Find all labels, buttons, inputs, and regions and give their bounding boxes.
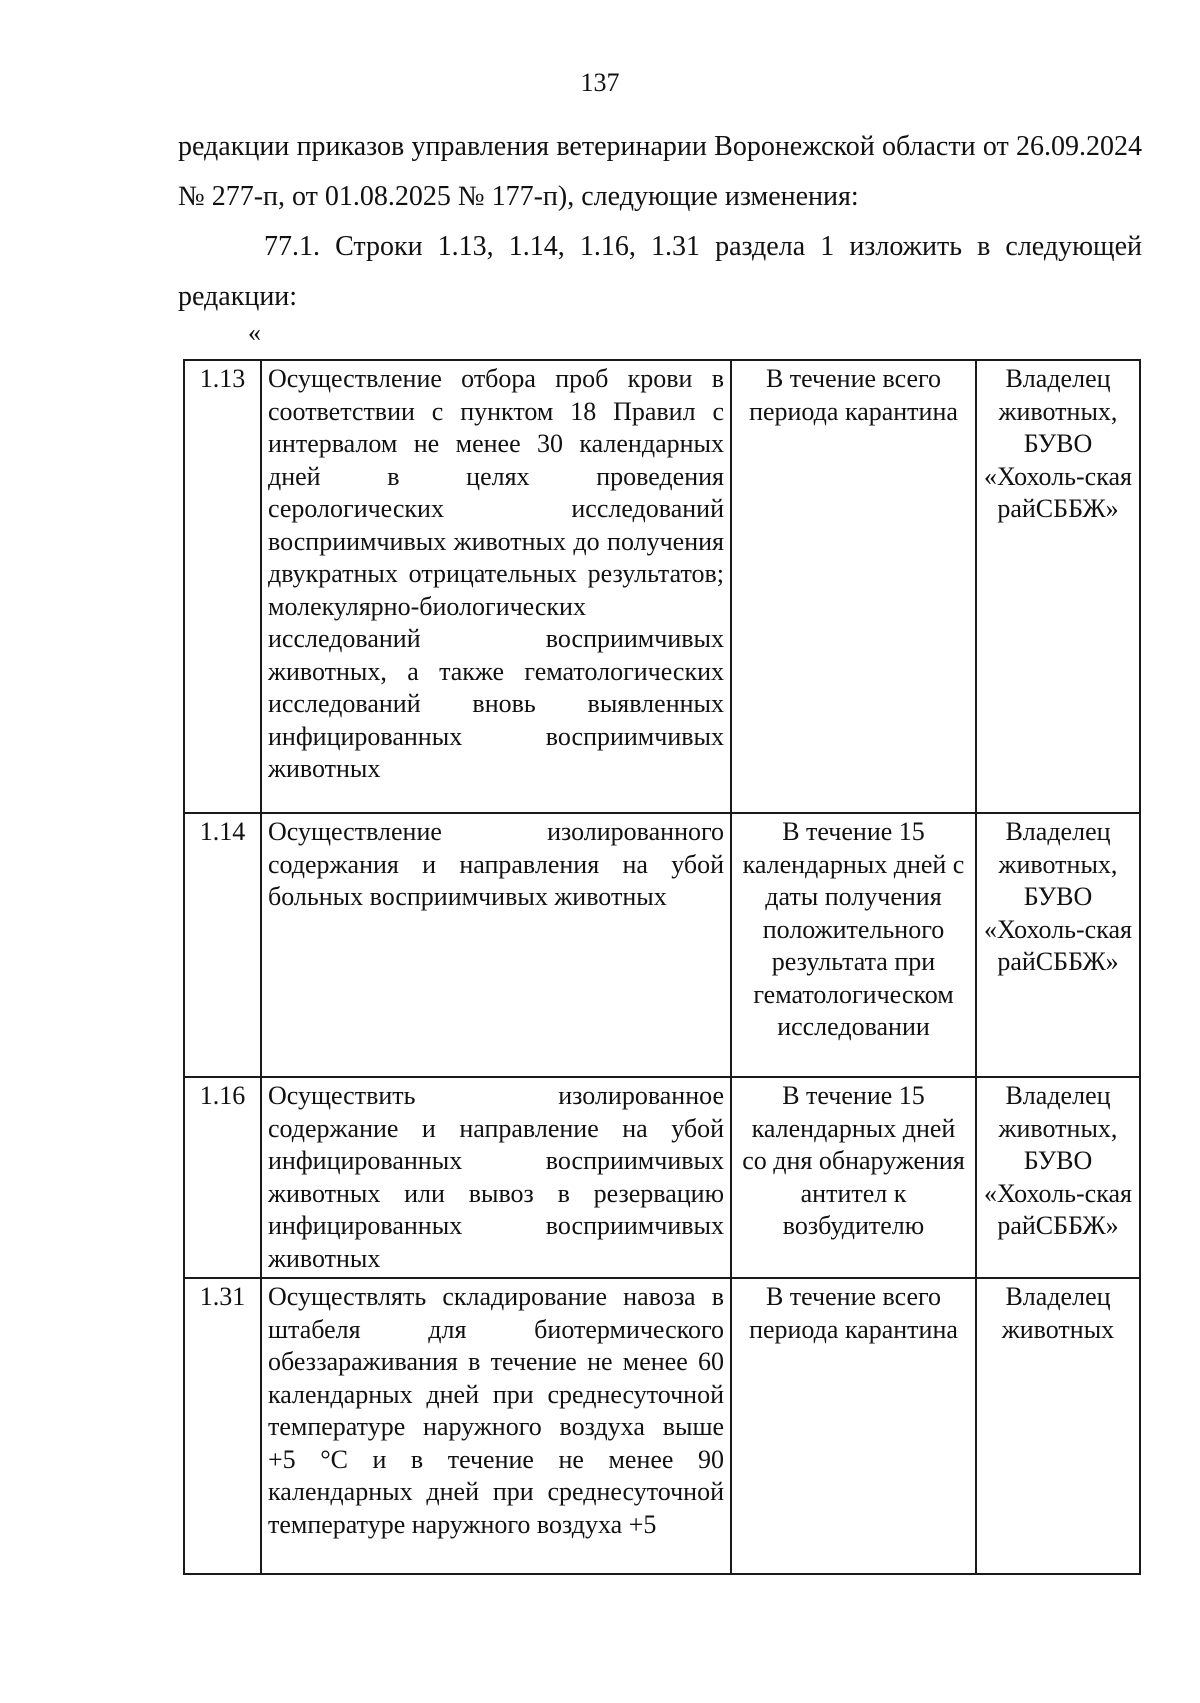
table-row — [184, 360, 1140, 813]
table-row — [184, 813, 1140, 1077]
table-row — [184, 1278, 1140, 1574]
row-number-cell: 1.31 — [184, 1278, 261, 1574]
row-term-cell: В течение всего периода карантина — [731, 360, 976, 813]
row-number-cell: 1.13 — [184, 360, 261, 813]
amendment-table — [183, 359, 1141, 1575]
page-number: 137 — [580, 68, 620, 97]
row-action-cell: Осуществить изолированное содержание и направление на убой инфицированных восприимчивых животных или вывоз в резервацию инфицированных восприимчивых животных — [261, 1077, 731, 1278]
intro-paragraph: редакции приказов управления ветеринарии Воронежской области от 26.09.2024 № 277-п, от 01.08.2025 № 177-п), следующие изменения: — [178, 131, 1142, 212]
row-responsible-cell: Владелец животных, БУВО «Хохоль-ская райСББЖ» — [976, 360, 1140, 813]
table-row — [184, 1077, 1140, 1278]
row-number-cell: 1.14 — [184, 813, 261, 1077]
row-number-cell: 1.16 — [184, 1077, 261, 1278]
row-action-cell: Осуществление изолированного содержания и направления на убой больных восприимчивых животных — [261, 813, 731, 1077]
row-responsible-cell: Владелец животных, БУВО «Хохоль-ская райСББЖ» — [976, 1077, 1140, 1278]
row-term-cell: В течение 15 календарных дней с даты получения положительного результата при гематологическом исследовании — [731, 813, 976, 1077]
row-action-cell: Осуществлять складирование навоза в штабеля для биотермического обеззараживания в течение не менее 60 календарных дней при среднесуточной температуре наружного воздуха выше +5 °С и в течение не менее 90 календарных дней при среднесуточной температуре наружного воздуха +5 — [261, 1278, 731, 1574]
amendment-paragraph: 77.1. Строки 1.13, 1.14, 1.16, 1.31 раздела 1 изложить в следующей редакции: — [178, 231, 1142, 312]
row-term-cell: В течение всего периода карантина — [731, 1278, 976, 1574]
row-responsible-cell: Владелец животных, БУВО «Хохоль-ская райСББЖ» — [976, 813, 1140, 1077]
row-action-cell: Осуществление отбора проб крови в соответствии с пунктом 18 Правил с интервалом не менее 30 календарных дней в целях проведения серологических исследований восприимчивых животных до получения двукратных отрицательных результатов; молекулярно-биологических исследований восприимчивых животных, а также гематологических исследований вновь выявленных инфицированных восприимчивых животных — [261, 360, 731, 813]
row-responsible-cell: Владелец животных — [976, 1278, 1140, 1574]
row-term-cell: В течение 15 календарных дней со дня обнаружения антител к возбудителю — [731, 1077, 976, 1278]
opening-quote-mark: « — [248, 318, 261, 347]
